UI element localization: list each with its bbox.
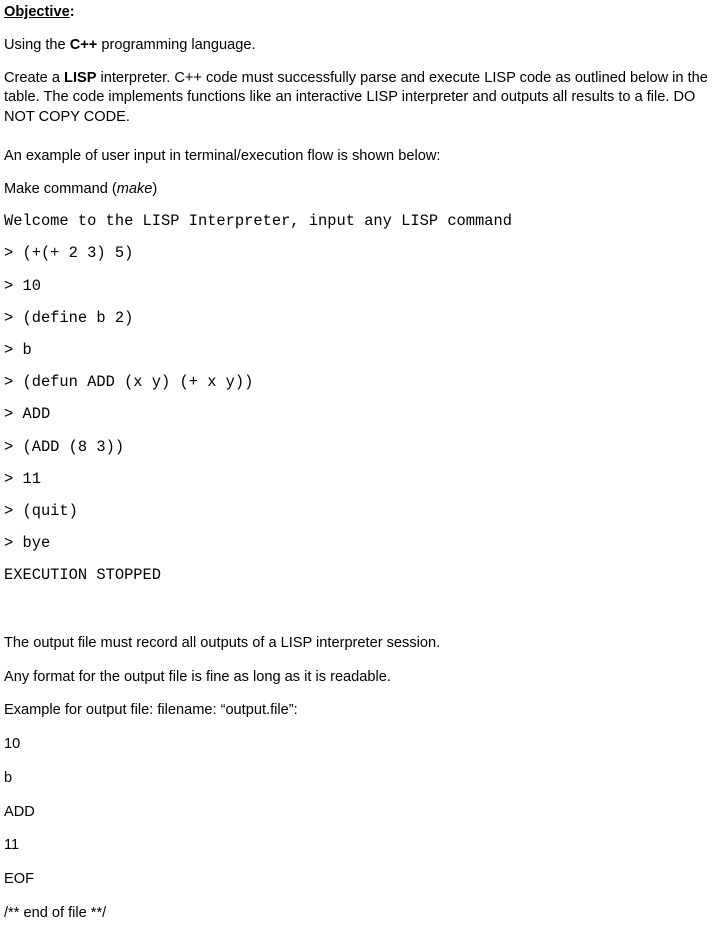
make-command-line <box>4 180 157 199</box>
language-line <box>4 36 256 55</box>
output-file-line: 10 <box>4 736 21 752</box>
terminal-line: > (ADD (8 3)) <box>4 438 125 456</box>
terminal-line: > bye <box>4 534 51 552</box>
output-file-end: /** end of file **/ <box>4 905 107 921</box>
output-must-record: The output file must record all outputs of a LISP interpreter session. <box>4 635 441 651</box>
output-example-label: Example for output file: filename: “output.file”: <box>4 702 298 718</box>
terminal-welcome: Welcome to the LISP Interpreter, input any LISP command <box>4 212 512 230</box>
terminal-line: > (defun ADD (x y) (+ x y)) <box>4 373 254 391</box>
example-intro: An example of user input in terminal/execution flow is shown below: <box>4 148 441 164</box>
make-suffix: ) <box>152 181 158 197</box>
language-line-prefix: Using the <box>4 37 70 53</box>
language-line-suffix: programming language. <box>97 37 256 53</box>
language-name: C++ <box>69 37 98 53</box>
terminal-line: > ADD <box>4 405 51 423</box>
terminal-line: > 11 <box>4 470 41 488</box>
output-file-line: b <box>4 770 13 786</box>
output-file-line: ADD <box>4 804 35 820</box>
task-prefix: Create a <box>4 70 65 86</box>
terminal-line: > 10 <box>4 277 41 295</box>
task-paragraph <box>4 69 708 127</box>
terminal-line: > (+(+ 2 3) 5) <box>4 244 134 262</box>
terminal-line: > (quit) <box>4 502 78 520</box>
make-prefix: Make command ( <box>4 181 117 197</box>
terminal-line: > (define b 2) <box>4 309 134 327</box>
objective-heading <box>4 3 75 22</box>
task-rest: interpreter. C++ code must successfully parse and execute LISP code as outlined below in the table. The code implements functions like an interactive LISP interpreter and outputs all results to a file. DO NOT COPY CODE. <box>4 70 708 125</box>
objective-heading-text: Objective <box>4 4 70 20</box>
terminal-line: > b <box>4 341 32 359</box>
make-command: make <box>116 181 153 197</box>
output-any-format: Any format for the output file is fine as long as it is readable. <box>4 669 391 685</box>
objective-heading-colon: : <box>69 4 75 20</box>
output-file-line: 11 <box>4 837 20 853</box>
output-file-line: EOF <box>4 871 34 887</box>
task-lisp: LISP <box>64 70 97 86</box>
terminal-stopped: EXECUTION STOPPED <box>4 566 162 584</box>
